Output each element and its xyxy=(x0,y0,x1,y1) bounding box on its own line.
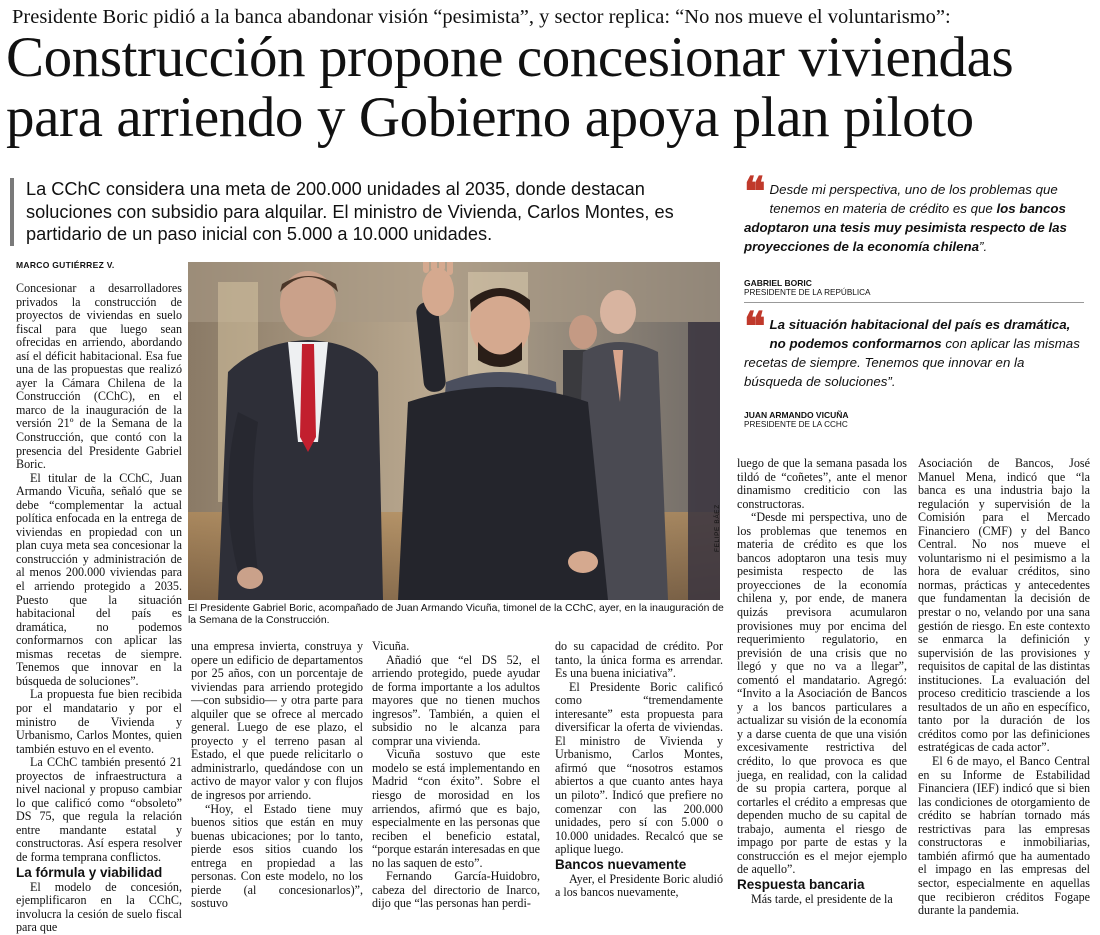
subhead-formula: La fórmula y viabilidad xyxy=(16,864,163,880)
quote-role: PRESIDENTE DE LA CCHC xyxy=(744,420,848,429)
paragraph: El titular de la CChC, Juan Armando Vicuña, señaló que se debe “complementar la actual política enfocada en la entrega de viviendas en propiedad con un plan cuya meta sea concesionar la construcción y administración de al menos 200.000 viviendas para el arriendo protegido a 2035. Puesto que la situación habitacional del país es dramática, no podemos conformarnos con aplicar las mismas recetas de siempre. Tenemos que innovar en la búsqueda de soluciones”. xyxy=(16,470,182,688)
paragraph: una empresa invierta, construya y opere un edificio de departamentos por 25 años, con un porcentaje de viviendas para arriendo protegido —con subsidio— y otra parte para alquiler que se ofrece al mercado general. Luego de ese plazo, el proyecto y el terreno pasan al Estado, el que puede relicitarlo o administrarlo, quedándose con un activo de mayor valor y con flujos de ingresos por arriendo. xyxy=(191,639,363,803)
paragraph: El 6 de mayo, el Banco Central en su Informe de Estabilidad Financiera (IEF) indicó que si bien las condiciones de otorgamiento de crédito se habrían tornado más restrictivas para las empresas constructoras e inmobiliarias, también afirmó que ha aumentado el impago en las empresas del sector, especialmente en aquellas que recibieron créditos Fogape durante la pandemia. xyxy=(918,754,1090,918)
paragraph: Vicuña sostuvo que este modelo se está implementando en Madrid “con éxito”. Sobre el riesgo de morosidad en los arriendos, afirmó que es bajo, especialmente en las personas que reciben el beneficio estatal, “porque estarán interesadas en que no las saquen de esto”. xyxy=(372,747,540,870)
paragraph: Concesionar a desarrolladores privados la construcción de proyectos de viviendas en suelo fiscal para que luego sean ofrecidas en arriendo, abordando así el déficit habitacional. Esa fue una de las propuestas que realizó ayer la Cámara Chilena de la Construcción (CChC), en el marco de la inauguración de la versión 21º de la Semana de la Construcción, que contó con la presencia del Presidente Gabriel Boric. xyxy=(16,281,182,472)
quote-attribution-boric xyxy=(744,278,1084,298)
lead-paragraph: La CChC considera una meta de 200.000 unidades al 2035, donde destacan soluciones con subsidio para alquilar. El ministro de Vivienda, Carlos Montes, es partidario de un paso inicial con 5.000 a 10.000 unidades. xyxy=(10,178,726,246)
column-2 xyxy=(191,640,363,911)
paragraph: El modelo de concesión, ejemplificaron en la CChC, involucra la cesión de suelo fiscal para que xyxy=(16,879,182,935)
quote-mark-icon: ❝ xyxy=(744,303,766,350)
paragraph: “Hoy, el Estado tiene muy buenos sitios que están en muy buenas ubicaciones; por lo tanto, pierde esos sitios cuando los entrega en propiedad a las personas. Con este modelo, no los pierde (al concesionarlos)”, sostuvo xyxy=(191,801,363,911)
paragraph: “Desde mi perspectiva, uno de los problemas que tenemos en materia de crédito es que los bancos adoptaron una tesis muy pesimista respecto de las proyecciones de la economía chilena y, por ende, de manera quizás previsora acumularon provisiones muy por encima del requerimiento regulatorio, en previsión de una crisis que no llegó y que no va a llegar”, comentó el mandatario. Agregó: “Invito a la Asociación de Bancos y a los bancos particulares a actualizar su visión de la economía y a darse cuenta de que una visión excesivamente restrictiva del crédito, lo que provoca es que juega, en realidad, con la calidad de su propia cartera, porque al cortarles el crédito a empresas que dependen mucho de su capital de trabajo, aumenta el riesgo de impago por parte de estas y la construcción es el mejor ejemplo de aquello”. xyxy=(737,510,907,877)
subhead-respuesta: Respuesta bancaria xyxy=(737,876,865,892)
paragraph: Fernando García-Huidobro, cabeza del directorio de Inarco, dijo que “las personas han perdi- xyxy=(372,869,540,911)
paragraph: Ayer, el Presidente Boric aludió a los bancos nuevamente, xyxy=(555,871,723,900)
column-1 xyxy=(16,282,182,935)
headline xyxy=(6,28,1096,148)
paragraph: luego de que la semana pasada los tildó de “coñetes”, ante el menor dinamismo crediticio con las constructoras. xyxy=(737,456,907,511)
paragraph: La propuesta fue bien recibida por el mandatario y por el ministro de Vivienda y Urbanismo, Carlos Montes, quien también estuvo en el evento. xyxy=(16,687,182,756)
quote-text-end: ”. xyxy=(979,239,988,254)
column-5 xyxy=(737,457,907,907)
headline-line-2: para arriendo y Gobierno apoya plan piloto xyxy=(6,86,974,149)
column-3 xyxy=(372,640,540,911)
paragraph: do su capacidad de crédito. Por tanto, la única forma es arrendar. Es una buena iniciativa”. xyxy=(555,639,723,681)
paragraph: Vicuña. xyxy=(372,639,410,653)
byline: MARCO GUTIÉRREZ V. xyxy=(16,260,115,270)
quote-text: Desde mi perspectiva, uno de los problemas que tenemos en materia de crédito es que xyxy=(769,182,1058,216)
quote-text-bold: los bancos adoptaron una tesis muy pesimista respecto de las proyecciones de la economía chilena xyxy=(744,201,1067,254)
photo-caption: El Presidente Gabriel Boric, acompañado de Juan Armando Vicuña, timonel de la CChC, ayer, en la inauguración de la Semana de la Construcción. xyxy=(188,603,724,627)
paragraph: Asociación de Bancos, José Manuel Mena, indicó que “la banca es una industria bajo la regulación y supervisión de la Comisión para el Mercado Financiero (CMF) y del Banco Central. No nos mueve el voluntarismo ni el pesimismo a la hora de evaluar créditos, sino normas, prácticas y antecedentes que fundamentan la decisión de prestar o no, velando por una sana gestión de riesgo. En este contexto se enmarca la definición y supervisión de las provisiones y requisitos de capital de las distintas instituciones. La evaluación del proceso crediticio trasciende a los resultados de un año en específico, tanto por la duración de los créditos como por las definiciones estratégicas de cada actor”. xyxy=(918,456,1090,755)
quote-text-end: con aplicar las mismas recetas de siempre. Tenemos que innovar en la búsqueda de soluciones”. xyxy=(744,336,1080,389)
quote-name: JUAN ARMANDO VICUÑA xyxy=(744,410,849,420)
paragraph: La CChC también presentó 21 proyectos de infraestructura a nivel nacional y propuso cambiar lo que calificó como “obsoleto” DS 75, que regula la relación entre mandante estatal y constructoras. Así espera resolver de forma temprana conflictos. xyxy=(16,755,182,864)
paragraph: Añadió que “el DS 52, el arriendo protegido, puede ayudar de forma importante a los adultos mayores que no tienen muchos ingresos”. También, a quien el subsidio no le alcanza para comprar una vivienda. xyxy=(372,652,540,748)
column-4 xyxy=(555,640,723,900)
paragraph: Más tarde, el presidente de la xyxy=(751,891,893,906)
divider xyxy=(744,302,1084,303)
quote-vicuna xyxy=(744,303,1084,391)
paragraph: El Presidente Boric calificó como “tremendamente interesante” esta propuesta para diversificar la oferta de viviendas. El ministro de Vivienda y Urbanismo, Carlos Montes, afirmó que “nosotros estamos abiertos a que cuanto antes haya un piloto”. Indicó que prefiere no comenzar con las 200.000 unidades, pero sí con 5.000 o 10.000 unidades. Recalcó que se aplique luego. xyxy=(555,679,723,857)
quote-mark-icon: ❝ xyxy=(744,168,766,215)
quote-name: GABRIEL BORIC xyxy=(744,278,812,288)
quote-attribution-vicuna xyxy=(744,410,1084,430)
kicker: Presidente Boric pidió a la banca abandonar visión “pesimista”, y sector replica: “No nos mueve el voluntarismo”: xyxy=(12,6,951,28)
quote-role: PRESIDENTE DE LA REPÚBLICA xyxy=(744,288,871,297)
news-photo xyxy=(188,262,720,600)
quote-boric xyxy=(744,168,1084,256)
photo-credit: FELIPE BÁEZ xyxy=(714,504,721,552)
photo-illustration xyxy=(188,262,720,600)
quote-text-bold: La situación habitacional del país es dramática, no podemos conformarnos xyxy=(769,317,1071,351)
headline-line-1: Construcción propone concesionar viviendas xyxy=(6,26,1014,89)
subhead-bancos: Bancos nuevamente xyxy=(555,856,687,872)
column-6 xyxy=(918,457,1090,918)
